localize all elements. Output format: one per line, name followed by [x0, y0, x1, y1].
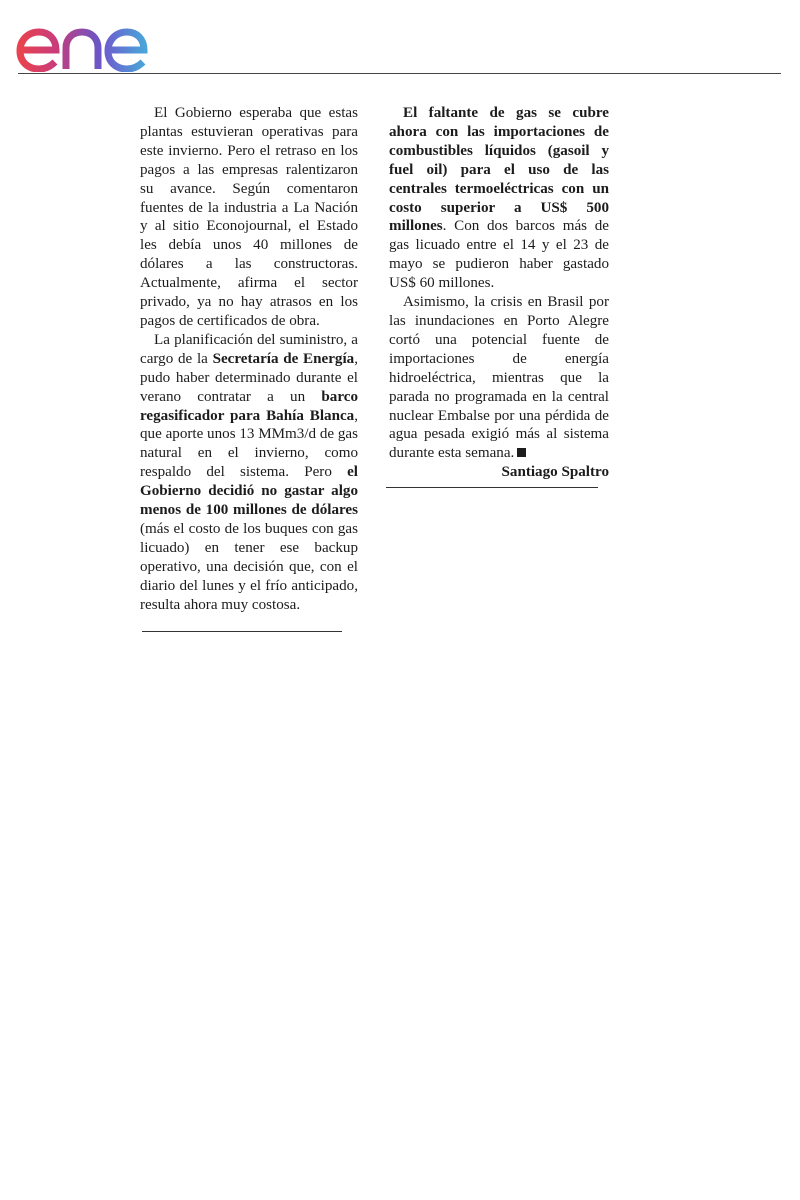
right-column-end-rule — [386, 487, 598, 488]
article-column-left — [140, 104, 358, 614]
enel-logo-mark — [14, 6, 184, 72]
author-byline: Santiago Spaltro — [501, 464, 609, 481]
text-run: . Con dos barcos más de gas licuado entre el 14 y el 23 de mayo se pudieron haber gastado US$ 60 millones. — [389, 218, 609, 292]
text-run: La planificación del suministro, a cargo de la — [140, 331, 358, 367]
text-run: , que aporte unos 13 MMm3/d de gas natural en el invierno, como respaldo del sistema. Pero — [140, 407, 358, 481]
end-of-article-mark — [517, 448, 526, 457]
bold-run: el Gobierno decidió no gastar algo menos de 100 millones de dólares — [140, 464, 358, 519]
header-divider — [18, 73, 781, 74]
text-run: Asimismo, la crisis en Brasil por las inundaciones en Porto Alegre cortó una potencial fuente de importaciones de energía hidroeléctrica, mientras que la parada no programada en la central nuclear Embalse por una pérdida de agua pesada exigió más al sistema durante esta semana. — [389, 294, 609, 462]
right-paragraph-2 — [389, 293, 609, 463]
bold-run: El faltante de gas se cubre ahora con las importaciones de combustibles líquidos (gasoil y fuel oil) para el uso de las centrales termoeléctricas con un costo superior a US$ 500 millones — [389, 105, 609, 235]
left-column-end-rule — [142, 631, 342, 632]
article-column-right — [389, 104, 609, 482]
left-paragraph-1: El Gobierno esperaba que estas plantas estuvieran operativas para este invierno. Pero el retraso en los pagos a las empresas ralentizaron su avance. Según comentaron fuentes de la industria a La Nación y al sitio Econojournal, el Estado les debía unos 40 millones de dólares a las constructoras. Actualmente, afirma el sector privado, ya no hay atrasos en los pagos de certificados de obra. — [140, 105, 358, 329]
left-paragraph-2 — [140, 331, 358, 615]
bold-run: Secretaría de Energía — [212, 350, 355, 367]
enel-logo — [14, 6, 184, 72]
right-paragraph-1 — [389, 104, 609, 293]
text-run: , pudo haber determinado durante el verano contratar a un — [140, 350, 358, 405]
bold-run: barco regasificador para Bahía Blanca — [140, 388, 358, 424]
text-run: (más el costo de los buques con gas licuado) en tener ese backup operativo, una decisión que, con el diario del lunes y el frío anticipado, resulta ahora muy costosa. — [140, 520, 358, 613]
